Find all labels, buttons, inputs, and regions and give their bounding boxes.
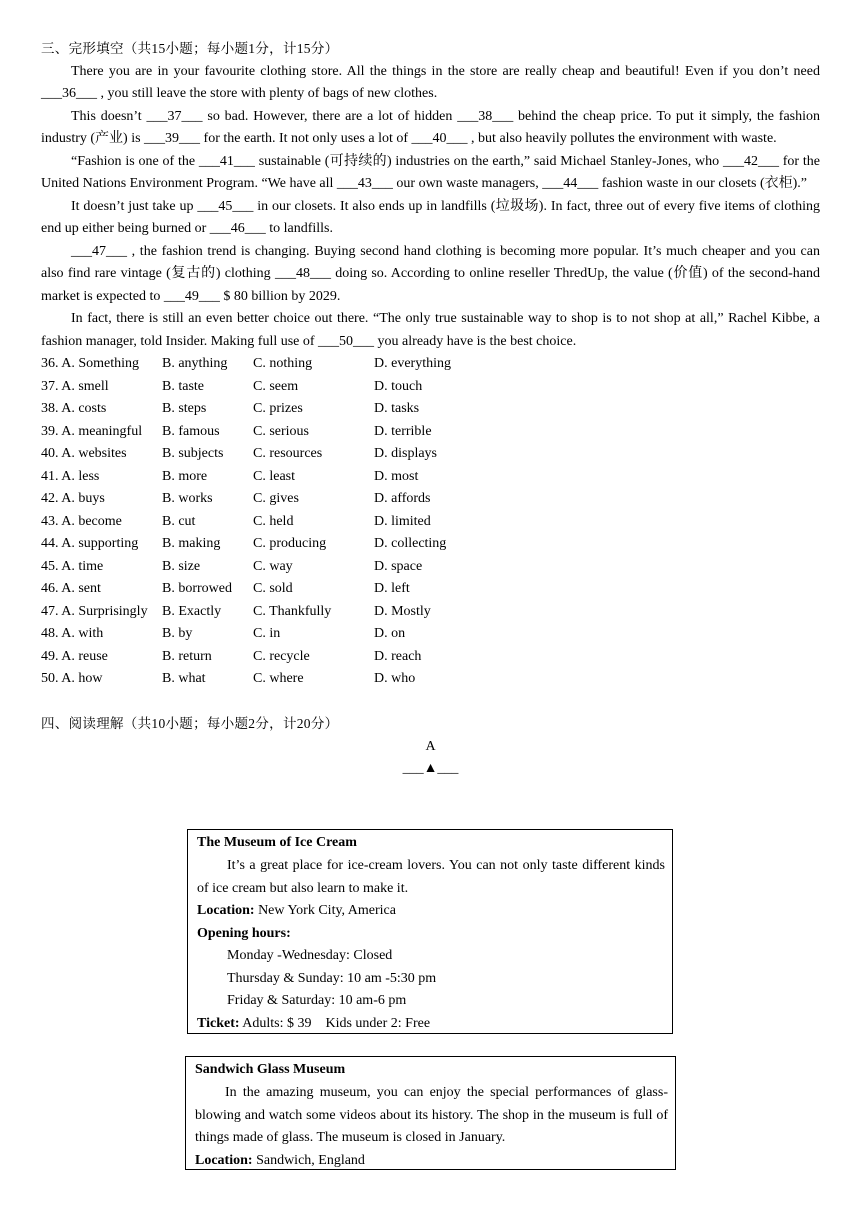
option-c: C. sold xyxy=(253,581,293,596)
option-b: B. subjects xyxy=(162,446,224,461)
option-d: D. reach xyxy=(374,648,422,664)
option-b: B. more xyxy=(162,468,208,484)
cloze-paragraph-4: It doesn’t just take up ___45___ in our closets. It also ends up in landfills (垃圾场). In fact, three out of every five items of clothing end up either being burned or ___46___ to landfills. xyxy=(41,198,820,236)
museum-title: Sandwich Glass Museum xyxy=(195,1062,346,1077)
option-a: 36. A. Something xyxy=(41,356,140,371)
option-a: 45. A. time xyxy=(41,558,104,574)
cloze-paragraph-1: There you are in your favourite clothing store. All the things in the store are really cheap and beautiful! Even if you don’t need ___36___ , you still leave the store with plenty of bags of new clothes. xyxy=(41,63,820,101)
option-a: 48. A. with xyxy=(41,626,104,641)
option-b: B. borrowed xyxy=(162,581,232,596)
option-row-36 xyxy=(41,353,820,376)
option-c: C. way xyxy=(253,558,293,574)
option-b: B. famous xyxy=(162,423,220,439)
option-row-41 xyxy=(41,466,820,489)
option-b: B. cut xyxy=(162,513,196,529)
option-b: B. what xyxy=(162,671,206,686)
museum-location xyxy=(195,1150,668,1173)
option-d: D. left xyxy=(374,581,410,596)
museum-ice-cream-box xyxy=(187,829,673,1034)
option-b: B. Exactly xyxy=(162,603,222,619)
option-d: D. Mostly xyxy=(374,603,431,619)
section-4-title: 四、阅读理解（共10小题；每小题2分，计20分） xyxy=(41,716,339,731)
museum-description: In the amazing museum, you can enjoy the special performances of glass-blowing and watch some videos about its history. The shop in the museum is full of things made of glass. The museum is closed in January. xyxy=(195,1085,668,1145)
option-a: 40. A. websites xyxy=(41,446,127,461)
option-d: D. collecting xyxy=(374,536,447,551)
option-c: C. seem xyxy=(253,378,299,394)
option-row-49 xyxy=(41,646,820,669)
option-row-40 xyxy=(41,443,820,466)
hours-line: Friday & Saturday: 10 am-6 pm xyxy=(227,993,407,1008)
hours-line: Thursday & Sunday: 10 am -5:30 pm xyxy=(227,970,437,986)
option-c: C. producing xyxy=(253,536,327,551)
museum-ticket xyxy=(197,1013,665,1036)
museum-glass-box xyxy=(185,1056,676,1170)
ticket-label: Ticket: xyxy=(197,1015,240,1031)
option-row-50 xyxy=(41,668,820,691)
option-row-44 xyxy=(41,533,820,556)
option-row-46 xyxy=(41,578,820,601)
option-d: D. on xyxy=(374,626,406,641)
option-d: D. terrible xyxy=(374,423,432,439)
ticket-value: Adults: $ 39 Kids under 2: Free xyxy=(239,1015,431,1031)
option-row-37 xyxy=(41,376,820,399)
opening-hours-label xyxy=(197,923,665,946)
cloze-options xyxy=(41,353,820,691)
option-a: 41. A. less xyxy=(41,468,100,484)
option-c: C. resources xyxy=(253,446,323,461)
option-c: C. recycle xyxy=(253,648,310,664)
option-c: C. gives xyxy=(253,491,299,506)
option-b: B. making xyxy=(162,536,221,551)
option-b: B. taste xyxy=(162,378,204,394)
option-c: C. where xyxy=(253,671,304,686)
option-c: C. least xyxy=(253,468,295,484)
option-row-47 xyxy=(41,601,820,624)
option-d: D. who xyxy=(374,671,416,686)
option-row-42 xyxy=(41,488,820,511)
option-a: 38. A. costs xyxy=(41,401,107,416)
location-label: Location: xyxy=(195,1152,253,1168)
option-c: C. prizes xyxy=(253,401,303,416)
spacer xyxy=(41,691,820,714)
cloze-paragraph-3: “Fashion is one of the ___41___ sustainable (可持续的) industries on the earth,” said Michael Stanley-Jones, who ___42___ for the United Nations Environment Program. “We have all ___43___ our own waste managers, ___44___ fashion waste in our closets (衣柜).” xyxy=(41,153,820,191)
option-d: D. tasks xyxy=(374,401,420,416)
museum-location xyxy=(197,900,665,923)
option-c: C. Thankfully xyxy=(253,603,332,619)
cloze-paragraph-2: This doesn’t ___37___ so bad. However, there are a lot of hidden ___38___ behind the cheap price. To put it simply, the fashion industry (产业) is ___39___ for the earth. It not only uses a lot of ___40___ , but also heavily pollutes the environment with waste. xyxy=(41,108,820,146)
option-b: B. size xyxy=(162,558,201,574)
option-a: 43. A. become xyxy=(41,513,122,529)
option-row-48 xyxy=(41,623,820,646)
option-row-43 xyxy=(41,511,820,534)
cloze-paragraph-5: ___47___ , the fashion trend is changing. Buying second hand clothing is becoming more popular. It’s much cheaper and you can also find rare vintage (复古的) clothing ___48___ doing so. According to online reseller ThredUp, the value (价值) of the second-hand market is expected to ___49___ $ 80 billion by 2029. xyxy=(41,243,820,304)
cloze-passage xyxy=(41,61,820,354)
passage-letter: A xyxy=(425,738,436,754)
option-b: B. anything xyxy=(162,356,228,371)
location-value: Sandwich, England xyxy=(252,1152,365,1168)
hours-line: Monday -Wednesday: Closed xyxy=(227,948,393,963)
option-b: B. works xyxy=(162,491,213,506)
exam-page xyxy=(41,38,820,776)
museum-title: The Museum of Ice Cream xyxy=(197,835,357,850)
option-a: 50. A. how xyxy=(41,671,103,686)
option-c: C. held xyxy=(253,513,294,529)
option-a: 49. A. reuse xyxy=(41,648,108,664)
option-row-38 xyxy=(41,398,820,421)
museum-description: It’s a great place for ice-cream lovers. You can not only taste different kinds of ice cream but also learn to make it. xyxy=(197,858,665,896)
option-d: D. everything xyxy=(374,356,451,371)
option-c: C. nothing xyxy=(253,356,313,371)
option-a: 37. A. smell xyxy=(41,378,109,394)
option-d: D. most xyxy=(374,468,419,484)
cloze-paragraph-6: In fact, there is still an even better choice out there. “The only true sustainable way to shop is to not shop at all,” Rachel Kibbe, a fashion manager, told Insider. Making full use of ___50___ you already have is the best choice. xyxy=(41,311,820,349)
option-a: 39. A. meaningful xyxy=(41,423,143,439)
option-a: 42. A. buys xyxy=(41,491,105,506)
location-label: Location: xyxy=(197,903,255,918)
option-b: B. return xyxy=(162,648,212,664)
option-row-39 xyxy=(41,421,820,444)
hours-label-text: Opening hours: xyxy=(197,925,291,941)
option-d: D. affords xyxy=(374,491,431,506)
option-b: B. by xyxy=(162,626,193,641)
option-d: D. touch xyxy=(374,378,423,394)
option-b: B. steps xyxy=(162,401,207,416)
option-d: D. space xyxy=(374,558,423,574)
option-c: C. serious xyxy=(253,423,309,439)
option-a: 46. A. sent xyxy=(41,581,101,596)
option-a: 44. A. supporting xyxy=(41,536,139,551)
title-blank: ___▲___ xyxy=(402,761,459,776)
option-d: D. limited xyxy=(374,513,431,529)
section-3-title: 三、完形填空（共15小题；每小题1分，计15分） xyxy=(41,41,339,56)
option-c: C. in xyxy=(253,626,281,641)
option-row-45 xyxy=(41,556,820,579)
location-value: New York City, America xyxy=(254,903,396,918)
option-a: 47. A. Surprisingly xyxy=(41,603,148,619)
option-d: D. displays xyxy=(374,446,437,461)
